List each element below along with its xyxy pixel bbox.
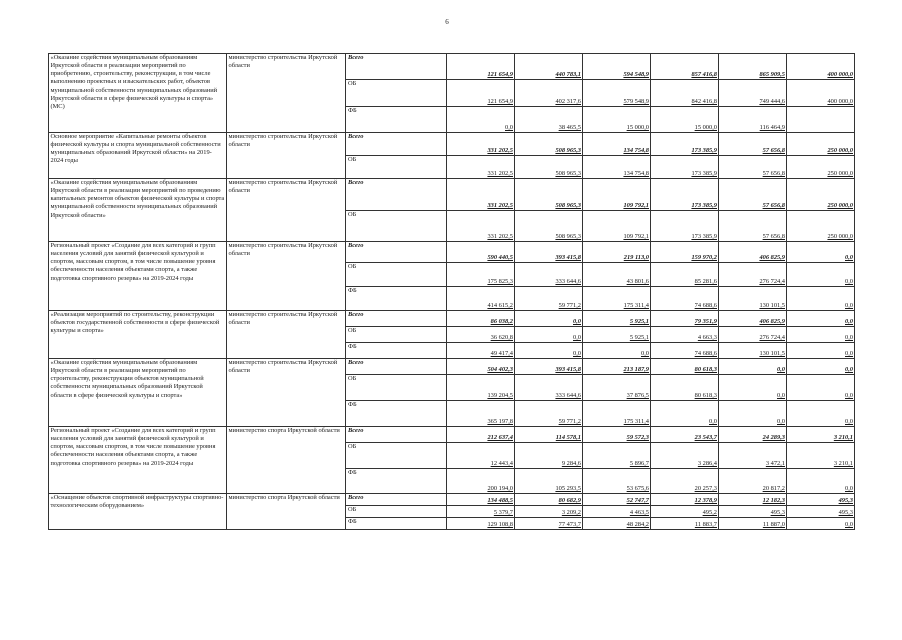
executor-cell: министерство спорта Иркутской области bbox=[227, 494, 346, 530]
amount-cell: 365 197,8 bbox=[447, 401, 515, 427]
amount-cell: 4 663,3 bbox=[651, 327, 719, 343]
amount-cell: 331 202,5 bbox=[447, 133, 515, 156]
table-row bbox=[49, 242, 855, 263]
amount-cell: 116 464,9 bbox=[719, 107, 787, 133]
amount-cell: 0,0 bbox=[787, 359, 855, 375]
activity-name-cell: «Реализация мероприятий по строительству, реконструкции объектов государственной собственности в сфере физической культуры и спорта» bbox=[49, 311, 227, 359]
executor-cell: министерство строительства Иркутской области bbox=[227, 54, 346, 133]
amount-cell bbox=[787, 107, 855, 133]
activity-name-cell: «Оказание содействия муниципальным образованиям Иркутской области в реализации мероприятий по проведению капитальных ремонтов объектов физической культуры и спорта муниципальной собственности муниципальных образований Иркутской области» bbox=[49, 179, 227, 242]
amount-cell: 400 000,0 bbox=[787, 80, 855, 107]
amount-cell: 406 825,9 bbox=[719, 242, 787, 263]
amount-cell: 57 656,8 bbox=[719, 179, 787, 211]
amount-cell: 0,0 bbox=[787, 327, 855, 343]
amount-cell: 250 000,0 bbox=[787, 156, 855, 179]
funding-source-cell: Всего bbox=[346, 54, 447, 80]
amount-cell: 80 682,9 bbox=[515, 494, 583, 506]
amount-cell: 508 965,3 bbox=[515, 156, 583, 179]
amount-cell: 212 637,4 bbox=[447, 427, 515, 443]
funding-source-cell: ФБ bbox=[346, 469, 447, 494]
amount-cell: 77 473,7 bbox=[515, 518, 583, 530]
funding-source-cell: ОБ bbox=[346, 80, 447, 107]
amount-cell: 3 209,2 bbox=[515, 506, 583, 518]
funding-source-cell: ОБ bbox=[346, 375, 447, 401]
amount-cell: 0,0 bbox=[719, 359, 787, 375]
funding-source-cell: ФБ bbox=[346, 518, 447, 530]
amount-cell: 250 000,0 bbox=[787, 211, 855, 242]
amount-cell: 0,0 bbox=[787, 343, 855, 359]
amount-cell: 0,0 bbox=[447, 107, 515, 133]
amount-cell: 48 284,2 bbox=[583, 518, 651, 530]
amount-cell: 276 724,4 bbox=[719, 263, 787, 287]
amount-cell: 508 965,3 bbox=[515, 179, 583, 211]
amount-cell: 74 688,6 bbox=[651, 343, 719, 359]
amount-cell: 59 771,2 bbox=[515, 401, 583, 427]
amount-cell: 79 351,9 bbox=[651, 311, 719, 327]
amount-cell: 134 754,8 bbox=[583, 133, 651, 156]
amount-cell: 3 286,4 bbox=[651, 443, 719, 469]
funding-source-cell: Всего bbox=[346, 242, 447, 263]
table-row bbox=[49, 494, 855, 506]
amount-cell: 173 385,9 bbox=[651, 179, 719, 211]
amount-cell: 80 618,3 bbox=[651, 359, 719, 375]
funding-source-cell: ОБ bbox=[346, 506, 447, 518]
amount-cell: 24 289,3 bbox=[719, 427, 787, 443]
amount-cell: 0,0 bbox=[515, 343, 583, 359]
amount-cell: 49 417,4 bbox=[447, 343, 515, 359]
executor-cell: министерство строительства Иркутской области bbox=[227, 133, 346, 179]
amount-cell: 109 792,1 bbox=[583, 211, 651, 242]
amount-cell: 53 675,6 bbox=[583, 469, 651, 494]
amount-cell: 402 317,6 bbox=[515, 80, 583, 107]
amount-cell: 5 379,7 bbox=[447, 506, 515, 518]
amount-cell: 495,3 bbox=[719, 506, 787, 518]
table-row bbox=[49, 179, 855, 211]
amount-cell: 159 970,2 bbox=[651, 242, 719, 263]
funding-source-cell: ОБ bbox=[346, 443, 447, 469]
amount-cell: 219 113,0 bbox=[583, 242, 651, 263]
amount-cell: 0,0 bbox=[515, 327, 583, 343]
amount-cell: 276 724,4 bbox=[719, 327, 787, 343]
executor-cell: министерство строительства Иркутской области bbox=[227, 242, 346, 311]
amount-cell: 12 443,4 bbox=[447, 443, 515, 469]
amount-cell: 20 257,3 bbox=[651, 469, 719, 494]
amount-cell: 0,0 bbox=[787, 287, 855, 311]
amount-cell: 400 000,0 bbox=[787, 54, 855, 80]
amount-cell: 57 656,8 bbox=[719, 156, 787, 179]
amount-cell: 0,0 bbox=[787, 518, 855, 530]
amount-cell: 0,0 bbox=[719, 401, 787, 427]
amount-cell: 865 909,5 bbox=[719, 54, 787, 80]
funding-source-cell: ОБ bbox=[346, 211, 447, 242]
activity-name-cell: Региональный проект «Создание для всех категорий и групп населения условий для занятий физической культурой и спортом, массовым спортом, в том числе повышение уровня обеспеченности населения объектами спорта, а также подготовка спортивного резерва» на 2019-2024 годы bbox=[49, 427, 227, 494]
activity-name-cell: «Оснащение объектов спортивной инфраструктуры спортивно-технологическим оборудованием» bbox=[49, 494, 227, 530]
amount-cell: 134 488,5 bbox=[447, 494, 515, 506]
table-row bbox=[49, 359, 855, 375]
amount-cell: 121 654,9 bbox=[447, 54, 515, 80]
amount-cell: 579 548,9 bbox=[583, 80, 651, 107]
funding-source-cell: Всего bbox=[346, 359, 447, 375]
amount-cell: 130 101,5 bbox=[719, 287, 787, 311]
table-row bbox=[49, 427, 855, 443]
amount-cell: 406 825,9 bbox=[719, 311, 787, 327]
funding-source-cell: ФБ bbox=[346, 401, 447, 427]
funding-table bbox=[48, 53, 855, 530]
amount-cell: 11 883,7 bbox=[651, 518, 719, 530]
amount-cell: 414 615,2 bbox=[447, 287, 515, 311]
amount-cell: 4 463,5 bbox=[583, 506, 651, 518]
amount-cell: 331 202,5 bbox=[447, 179, 515, 211]
amount-cell: 749 444,6 bbox=[719, 80, 787, 107]
amount-cell: 43 801,6 bbox=[583, 263, 651, 287]
amount-cell: 175 825,3 bbox=[447, 263, 515, 287]
amount-cell: 508 965,3 bbox=[515, 211, 583, 242]
funding-source-cell: Всего bbox=[346, 494, 447, 506]
amount-cell: 12 378,9 bbox=[651, 494, 719, 506]
amount-cell: 38 465,5 bbox=[515, 107, 583, 133]
amount-cell: 12 182,3 bbox=[719, 494, 787, 506]
amount-cell: 173 385,9 bbox=[651, 211, 719, 242]
amount-cell: 85 281,6 bbox=[651, 263, 719, 287]
amount-cell: 857 416,8 bbox=[651, 54, 719, 80]
amount-cell: 37 876,5 bbox=[583, 375, 651, 401]
amount-cell: 842 416,8 bbox=[651, 80, 719, 107]
activity-name-cell: Основное мероприятие «Капитальные ремонты объектов физической культуры и спорта муниципальной собственности муниципальных образований Иркутской области» на 2019-2024 годы bbox=[49, 133, 227, 179]
amount-cell: 105 293,5 bbox=[515, 469, 583, 494]
amount-cell: 109 792,1 bbox=[583, 179, 651, 211]
table-row bbox=[49, 311, 855, 327]
funding-source-cell: ФБ bbox=[346, 287, 447, 311]
amount-cell: 393 415,8 bbox=[515, 242, 583, 263]
funding-source-cell: ФБ bbox=[346, 343, 447, 359]
amount-cell: 59 771,2 bbox=[515, 287, 583, 311]
amount-cell: 15 000,0 bbox=[651, 107, 719, 133]
executor-cell: министерство спорта Иркутской области bbox=[227, 427, 346, 494]
amount-cell: 250 000,0 bbox=[787, 133, 855, 156]
amount-cell: 590 440,5 bbox=[447, 242, 515, 263]
amount-cell: 0,0 bbox=[787, 263, 855, 287]
amount-cell: 0,0 bbox=[583, 343, 651, 359]
amount-cell: 121 654,9 bbox=[447, 80, 515, 107]
funding-source-cell: Всего bbox=[346, 311, 447, 327]
amount-cell: 130 101,5 bbox=[719, 343, 787, 359]
funding-source-cell: ОБ bbox=[346, 156, 447, 179]
amount-cell: 0,0 bbox=[787, 401, 855, 427]
amount-cell: 129 108,8 bbox=[447, 518, 515, 530]
amount-cell: 250 000,0 bbox=[787, 179, 855, 211]
amount-cell: 175 311,4 bbox=[583, 287, 651, 311]
amount-cell: 3 210,1 bbox=[787, 443, 855, 469]
amount-cell: 213 187,9 bbox=[583, 359, 651, 375]
amount-cell: 0,0 bbox=[787, 311, 855, 327]
amount-cell: 114 578,1 bbox=[515, 427, 583, 443]
activity-name-cell: «Оказание содействия муниципальным образованиям Иркутской области в реализации мероприятий по строительству, реконструкции объектов муниципальной собственности муниципальных образований Иркутской области в сфере физической культуры и спорта» bbox=[49, 359, 227, 427]
funding-source-cell: Всего bbox=[346, 427, 447, 443]
amount-cell: 0,0 bbox=[787, 469, 855, 494]
amount-cell: 504 402,3 bbox=[447, 359, 515, 375]
amount-cell: 331 202,5 bbox=[447, 211, 515, 242]
amount-cell: 495,2 bbox=[651, 506, 719, 518]
amount-cell: 9 284,6 bbox=[515, 443, 583, 469]
amount-cell: 74 688,6 bbox=[651, 287, 719, 311]
amount-cell: 333 644,6 bbox=[515, 263, 583, 287]
amount-cell: 36 620,8 bbox=[447, 327, 515, 343]
amount-cell: 57 656,8 bbox=[719, 133, 787, 156]
amount-cell: 495,3 bbox=[787, 506, 855, 518]
amount-cell: 52 747,7 bbox=[583, 494, 651, 506]
amount-cell: 15 000,0 bbox=[583, 107, 651, 133]
amount-cell: 0,0 bbox=[515, 311, 583, 327]
amount-cell: 5 925,1 bbox=[583, 327, 651, 343]
amount-cell: 440 783,1 bbox=[515, 54, 583, 80]
amount-cell: 11 887,0 bbox=[719, 518, 787, 530]
amount-cell: 20 817,2 bbox=[719, 469, 787, 494]
amount-cell: 23 543,7 bbox=[651, 427, 719, 443]
executor-cell: министерство строительства Иркутской области bbox=[227, 179, 346, 242]
funding-source-cell: Всего bbox=[346, 179, 447, 211]
amount-cell: 173 385,9 bbox=[651, 156, 719, 179]
activity-name-cell: «Оказание содействия муниципальным образованиям Иркутской области в реализации мероприятий по приобретению, строительству, реконструкции, в том числе выполнению проектных и изыскательских работ, объектов муниципальной собственности муниципальных образований Иркутской области в сфере физической культуры и спорта» (МС) bbox=[49, 54, 227, 133]
amount-cell: 333 644,6 bbox=[515, 375, 583, 401]
table-row bbox=[49, 54, 855, 80]
table-row bbox=[49, 133, 855, 156]
amount-cell: 175 311,4 bbox=[583, 401, 651, 427]
amount-cell: 594 548,9 bbox=[583, 54, 651, 80]
amount-cell: 80 618,3 bbox=[651, 375, 719, 401]
amount-cell: 0,0 bbox=[651, 401, 719, 427]
amount-cell: 0,0 bbox=[719, 375, 787, 401]
executor-cell: министерство строительства Иркутской области bbox=[227, 311, 346, 359]
amount-cell: 495,3 bbox=[787, 494, 855, 506]
funding-source-cell: ОБ bbox=[346, 263, 447, 287]
amount-cell: 59 572,3 bbox=[583, 427, 651, 443]
funding-source-cell: ФБ bbox=[346, 107, 447, 133]
amount-cell: 139 204,5 bbox=[447, 375, 515, 401]
amount-cell: 0,0 bbox=[787, 375, 855, 401]
amount-cell: 5 896,7 bbox=[583, 443, 651, 469]
amount-cell: 134 754,8 bbox=[583, 156, 651, 179]
amount-cell: 3 472,1 bbox=[719, 443, 787, 469]
amount-cell: 393 415,8 bbox=[515, 359, 583, 375]
funding-source-cell: ОБ bbox=[346, 327, 447, 343]
executor-cell: министерство строительства Иркутской области bbox=[227, 359, 346, 427]
amount-cell: 86 038,2 bbox=[447, 311, 515, 327]
amount-cell: 173 385,9 bbox=[651, 133, 719, 156]
activity-name-cell: Региональный проект «Создание для всех категорий и групп населения условий для занятий физической культурой и спортом, массовым спортом, в том числе повышение уровня обеспеченности населения объектами спорта, а также подготовка спортивного резерва» на 2019-2024 годы bbox=[49, 242, 227, 311]
amount-cell: 3 210,1 bbox=[787, 427, 855, 443]
page-number: 6 bbox=[445, 18, 449, 26]
amount-cell: 200 194,0 bbox=[447, 469, 515, 494]
amount-cell: 331 202,5 bbox=[447, 156, 515, 179]
amount-cell: 57 656,8 bbox=[719, 211, 787, 242]
funding-source-cell: Всего bbox=[346, 133, 447, 156]
amount-cell: 5 925,1 bbox=[583, 311, 651, 327]
amount-cell: 0,0 bbox=[787, 242, 855, 263]
amount-cell: 508 965,3 bbox=[515, 133, 583, 156]
